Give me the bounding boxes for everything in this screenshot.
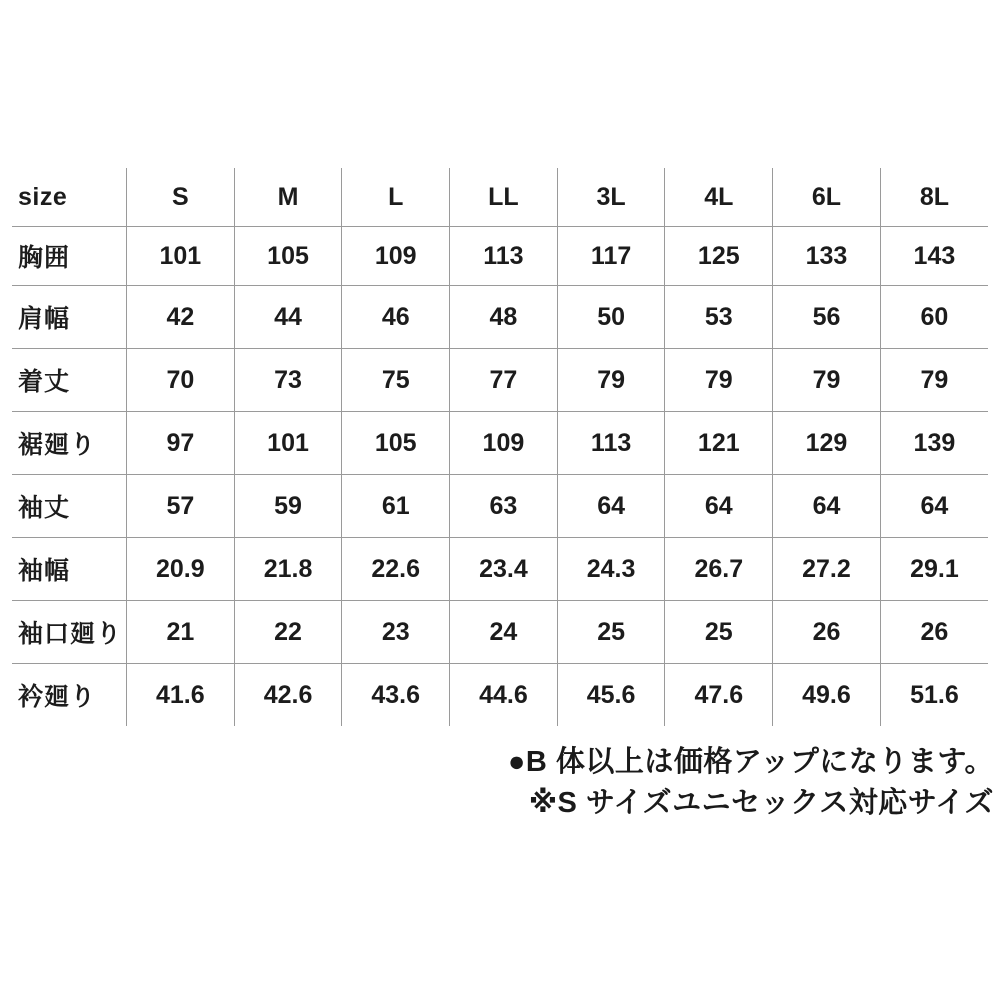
table-cell: 79: [557, 349, 665, 412]
table-cell: 41.6: [127, 664, 235, 727]
size-table-container: [12, 168, 988, 726]
table-cell: 57: [127, 475, 235, 538]
table-row: [12, 286, 988, 349]
size-table: [12, 168, 988, 726]
table-header: [12, 168, 988, 227]
table-cell: 109: [450, 412, 558, 475]
table-cell: 23: [342, 601, 450, 664]
table-cell: 21: [127, 601, 235, 664]
table-cell: 26.7: [665, 538, 773, 601]
table-cell: 121: [665, 412, 773, 475]
table-cell: 45.6: [557, 664, 665, 727]
table-cell: 25: [665, 601, 773, 664]
table-cell: 26: [773, 601, 881, 664]
table-cell: 64: [665, 475, 773, 538]
table-cell: 64: [773, 475, 881, 538]
column-header-8l: 8L: [880, 168, 988, 227]
table-cell: 56: [773, 286, 881, 349]
table-cell: 44.6: [450, 664, 558, 727]
table-cell: 48: [450, 286, 558, 349]
table-cell: 59: [234, 475, 342, 538]
table-cell: 105: [234, 227, 342, 286]
column-header-s: S: [127, 168, 235, 227]
table-cell: 70: [127, 349, 235, 412]
row-label: 裾廻り: [12, 412, 127, 475]
table-cell: 73: [234, 349, 342, 412]
table-header-row: [12, 168, 988, 227]
notes-block: [6, 742, 994, 824]
row-label: 袖幅: [12, 538, 127, 601]
row-label: 袖丈: [12, 475, 127, 538]
table-row: [12, 664, 988, 727]
table-cell: 64: [880, 475, 988, 538]
table-cell: 125: [665, 227, 773, 286]
table-cell: 60: [880, 286, 988, 349]
table-cell: 42: [127, 286, 235, 349]
table-cell: 64: [557, 475, 665, 538]
table-cell: 50: [557, 286, 665, 349]
table-cell: 49.6: [773, 664, 881, 727]
table-row: [12, 601, 988, 664]
table-cell: 101: [127, 227, 235, 286]
table-cell: 29.1: [880, 538, 988, 601]
table-cell: 63: [450, 475, 558, 538]
table-cell: 23.4: [450, 538, 558, 601]
table-cell: 21.8: [234, 538, 342, 601]
table-cell: 77: [450, 349, 558, 412]
table-cell: 46: [342, 286, 450, 349]
table-cell: 113: [450, 227, 558, 286]
table-cell: 26: [880, 601, 988, 664]
table-cell: 22.6: [342, 538, 450, 601]
note-unisex-size: ※S サイズユニセックス対応サイズ: [528, 787, 994, 820]
table-row: [12, 412, 988, 475]
table-cell: 42.6: [234, 664, 342, 727]
table-cell: 24.3: [557, 538, 665, 601]
column-header-ll: LL: [450, 168, 558, 227]
table-cell: 25: [557, 601, 665, 664]
column-header-3l: 3L: [557, 168, 665, 227]
table-cell: 133: [773, 227, 881, 286]
column-header-6l: 6L: [773, 168, 881, 227]
table-cell: 44: [234, 286, 342, 349]
column-header-l: L: [342, 168, 450, 227]
table-cell: 129: [773, 412, 881, 475]
row-label: 胸囲: [12, 227, 127, 286]
table-cell: 105: [342, 412, 450, 475]
table-cell: 117: [557, 227, 665, 286]
table-cell: 109: [342, 227, 450, 286]
table-cell: 113: [557, 412, 665, 475]
table-cell: 143: [880, 227, 988, 286]
column-header-4l: 4L: [665, 168, 773, 227]
row-label: 着丈: [12, 349, 127, 412]
table-row: [12, 227, 988, 286]
table-cell: 61: [342, 475, 450, 538]
table-cell: 79: [880, 349, 988, 412]
table-cell: 47.6: [665, 664, 773, 727]
table-cell: 139: [880, 412, 988, 475]
table-cell: 22: [234, 601, 342, 664]
table-cell: 79: [665, 349, 773, 412]
row-label: 袖口廻り: [12, 601, 127, 664]
table-cell: 20.9: [127, 538, 235, 601]
table-cell: 101: [234, 412, 342, 475]
table-cell: 24: [450, 601, 558, 664]
column-header-size: size: [12, 168, 127, 227]
row-label: 衿廻り: [12, 664, 127, 727]
note-price-increase: ●B 体以上は価格アップになります。: [507, 746, 994, 778]
column-header-m: M: [234, 168, 342, 227]
table-cell: 51.6: [880, 664, 988, 727]
table-body: [12, 227, 988, 727]
table-cell: 27.2: [773, 538, 881, 601]
table-row: [12, 349, 988, 412]
table-cell: 79: [773, 349, 881, 412]
table-cell: 53: [665, 286, 773, 349]
table-cell: 43.6: [342, 664, 450, 727]
table-row: [12, 475, 988, 538]
row-label: 肩幅: [12, 286, 127, 349]
table-cell: 75: [342, 349, 450, 412]
table-row: [12, 538, 988, 601]
table-cell: 97: [127, 412, 235, 475]
